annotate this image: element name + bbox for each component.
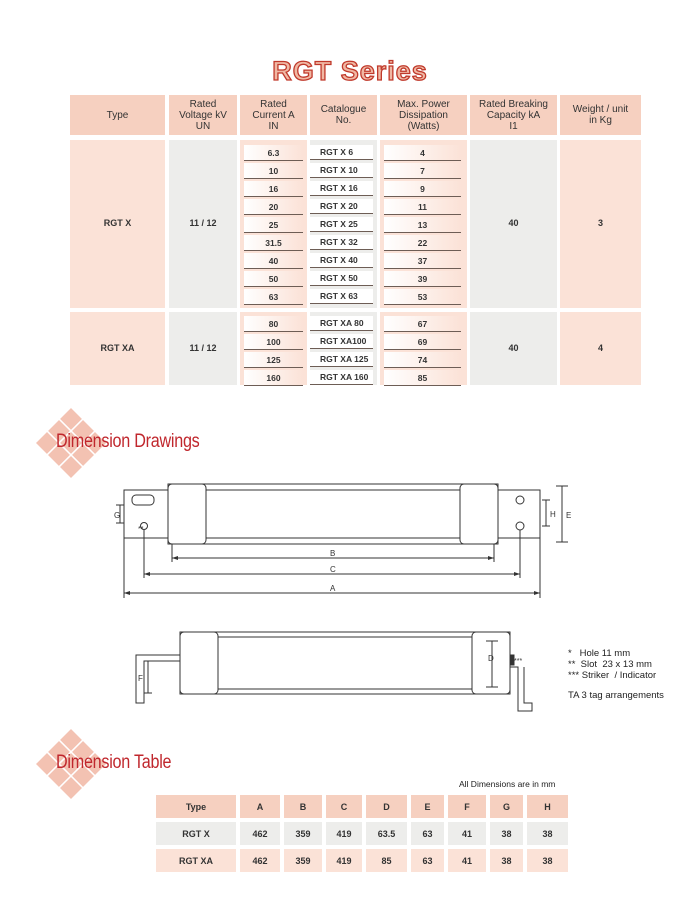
cell-catalogue: RGT X 63 — [310, 289, 373, 304]
dim-header-d: D — [366, 795, 407, 818]
dim-cell: 462 — [240, 822, 280, 845]
cell-power: 67 — [384, 316, 461, 332]
dim-cell: RGT XA — [156, 849, 236, 872]
dim-cell: 63.5 — [366, 822, 407, 845]
dim-cell: RGT X — [156, 822, 236, 845]
cell-catalogue: RGT X 40 — [310, 253, 373, 268]
dim-cell: 419 — [326, 822, 362, 845]
cell-power: 9 — [384, 181, 461, 197]
cell-power: 85 — [384, 370, 461, 386]
cell-current: 63 — [244, 289, 303, 305]
drawings-heading: Dimension Drawings — [56, 431, 200, 452]
cell-type: RGT X — [103, 218, 132, 228]
cell-power: 13 — [384, 217, 461, 233]
label-c: C — [330, 565, 336, 574]
fuse-top-view-drawing — [100, 478, 590, 603]
label-e: E — [566, 511, 572, 520]
cell-power: 74 — [384, 352, 461, 368]
dim-header-a: A — [240, 795, 280, 818]
cell-catalogue: RGT X 6 — [310, 145, 373, 160]
page-title: RGT Series — [272, 56, 428, 86]
dim-cell: 359 — [284, 849, 322, 872]
note-slot: ** Slot 23 x 13 mm — [568, 659, 652, 670]
dim-cell: 359 — [284, 822, 322, 845]
cell-catalogue: RGT XA100 — [310, 334, 373, 349]
dim-cell: 41 — [448, 822, 486, 845]
cell-catalogue: RGT X 50 — [310, 271, 373, 286]
label-star2: ** — [138, 526, 144, 533]
label-d: D — [488, 654, 494, 663]
cell-power: 11 — [384, 199, 461, 215]
dim-header-g: G — [490, 795, 523, 818]
dim-header-b: B — [284, 795, 322, 818]
cell-catalogue: RGT X 32 — [310, 235, 373, 250]
cell-breaking: 40 — [508, 218, 519, 228]
dim-header-c: C — [326, 795, 362, 818]
cell-voltage: 11 / 12 — [189, 342, 217, 353]
note-striker: *** Striker / Indicator — [568, 670, 657, 681]
cell-catalogue: RGT XA 80 — [310, 316, 373, 331]
dim-cell: 85 — [366, 849, 407, 872]
dim-cell: 63 — [411, 849, 444, 872]
label-h: H — [550, 510, 556, 519]
cell-weight: 3 — [597, 218, 603, 228]
cell-current: 6.3 — [244, 145, 303, 161]
cell-current: 125 — [244, 352, 303, 368]
cell-current: 25 — [244, 217, 303, 233]
cell-catalogue: RGT XA 125 — [310, 352, 373, 367]
dim-header-e: E — [411, 795, 444, 818]
cell-catalogue: RGT X 16 — [310, 181, 373, 196]
header-catalogue: Catalogue No. — [310, 95, 377, 135]
cell-current: 160 — [244, 370, 303, 386]
cell-current: 20 — [244, 199, 303, 215]
dim-header-f: F — [448, 795, 486, 818]
cell-current: 10 — [244, 163, 303, 179]
cell-type: RGT XA — [100, 342, 135, 353]
cell-catalogue: RGT X 10 — [310, 163, 373, 178]
unit-note: All Dimensions are in mm — [459, 779, 556, 789]
fuse-side-view-drawing — [126, 627, 546, 737]
cell-power: 39 — [384, 271, 461, 287]
cell-current: 16 — [244, 181, 303, 197]
label-a: A — [330, 584, 336, 593]
cell-power: 37 — [384, 253, 461, 269]
cell-power: 69 — [384, 334, 461, 350]
dim-cell: 462 — [240, 849, 280, 872]
cell-catalogue: RGT X 25 — [310, 217, 373, 232]
dim-cell: 41 — [448, 849, 486, 872]
cell-power: 4 — [384, 145, 461, 161]
dim-cell: 38 — [527, 822, 568, 845]
cell-current: 100 — [244, 334, 303, 350]
header-voltage: Rated Voltage kV UN — [169, 95, 237, 135]
cell-power: 22 — [384, 235, 461, 251]
dim-header-type: Type — [156, 795, 236, 818]
note-hole: * Hole 11 mm — [568, 648, 631, 659]
cell-catalogue: RGT XA 160 — [310, 370, 373, 385]
cell-weight: 4 — [597, 342, 603, 353]
dim-cell: 38 — [490, 822, 523, 845]
cell-current: 31.5 — [244, 235, 303, 251]
cell-breaking: 40 — [508, 342, 519, 353]
label-star3: *** — [514, 658, 523, 665]
header-current: Rated Current A IN — [240, 95, 307, 135]
drawings-heading-block — [36, 407, 336, 487]
dim-cell: 63 — [411, 822, 444, 845]
header-power: Max. Power Dissipation (Watts) — [380, 95, 467, 135]
header-breaking: Rated Breaking Capacity kA I1 — [470, 95, 557, 135]
label-g: G — [114, 511, 121, 520]
cell-catalogue: RGT X 20 — [310, 199, 373, 214]
cell-power: 53 — [384, 289, 461, 305]
header-type: Type — [70, 95, 165, 135]
cell-power: 7 — [384, 163, 461, 179]
label-f: F — [138, 674, 143, 683]
dim-cell: 38 — [490, 849, 523, 872]
dim-cell: 38 — [527, 849, 568, 872]
cell-voltage: 11 / 12 — [189, 218, 217, 228]
label-b: B — [330, 549, 336, 558]
dimension-table-heading: Dimension Table — [56, 752, 172, 773]
dim-header-h: H — [527, 795, 568, 818]
cell-current: 40 — [244, 253, 303, 269]
note-arrangement: TA 3 tag arrangements — [568, 690, 664, 701]
cell-current: 80 — [244, 316, 303, 332]
dim-cell: 419 — [326, 849, 362, 872]
cell-current: 50 — [244, 271, 303, 287]
header-weight: Weight / unit in Kg — [560, 95, 641, 135]
